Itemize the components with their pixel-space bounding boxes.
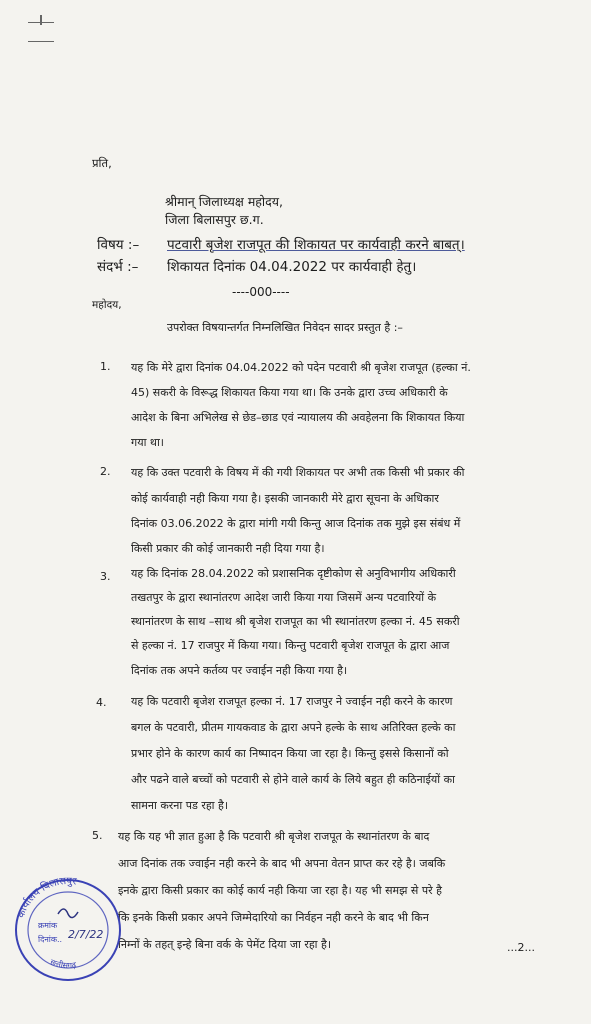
corner-mark [28,22,54,42]
paragraph-line: बगल के पटवारी, प्रीतम गायकवाड के द्वारा अपने हल्के के साथ अतिरिक्त हल्के का [131,721,456,734]
paragraph-line: यह कि पटवारी बृजेश राजपूत हल्का नं. 17 राजपुर ने ज्वाईन नही करने के कारण [131,695,453,708]
stamp-bottom-text: छत्तीसगढ़ [48,957,77,971]
paragraph-line: किसी प्रकार की कोई जानकारी नही दिया गया है। [131,542,325,555]
paragraph-line: दिनांक तक अपने कर्तव्य पर ज्वाईन नही किया गया है। [131,664,348,677]
paragraph-line: प्रभार होने के कारण कार्य का निष्पादन किया जा रहा है। किन्तु इससे किसानों को [131,747,449,760]
recipient-prefix: प्रति, [92,156,112,170]
paragraph-line: और पढने वाले बच्चों को पटवारी से होने वाले कार्य के लिये बहुत ही कठिनाईयों का [131,773,455,786]
paragraph-line: यह कि दिनांक 28.04.2022 को प्रशासनिक दृष्टीकोण से अनुविभागीय अधिकारी [131,567,456,580]
paragraph-line: कि इनके किसी प्रकार अपने जिम्मेदारियो का निर्वहन नही करने के बाद भी किन [118,911,429,924]
paragraph-line: यह कि उक्त पटवारी के विषय में की गयी शिकायत पर अभी तक किसी भी प्रकार की [131,466,465,479]
paragraph-line: तखतपुर के द्वारा स्थानांतरण आदेश जारी किया गया जिसमें अन्य पटवारियों के [131,591,437,604]
paragraph-line: 45) सकरी के विरूद्ध शिकायत किया गया था। कि उनके द्वारा उच्च अधिकारी के [131,386,448,399]
reference-text: शिकायत दिनांक 04.04.2022 पर कार्यवाही हेतु। [167,259,417,275]
paragraph-line: स्थानांतरण के साथ –साथ श्री बृजेश राजपूत का भी स्थानांतरण हल्का नं. 45 सकरी [131,615,460,628]
paragraph-line: दिनांक 03.06.2022 के द्वारा मांगी गयी किन्तु आज दिनांक तक मुझे इस संबंध में [131,517,461,530]
stamp-handwritten-date: 2/7/22 [68,928,104,941]
intro-line: उपरोक्त विषयान्तर्गत निम्नलिखित निवेदन सादर प्रस्तुत है :– [167,321,403,334]
recipient-line-1: श्रीमान् जिलाध्यक्ष महोदय, [165,194,284,209]
stamp-signature [58,909,78,918]
stamp-line-2: दिनांक.. [38,935,63,944]
paragraph-line: कोई कार्यवाही नही किया गया है। इसकी जानकारी मेरे द्वारा सूचना के अधिकार [131,492,439,505]
paragraph-line: यह कि यह भी ज्ञात हुआ है कि पटवारी श्री बृजेश राजपूत के स्थानांतरण के बाद [118,830,430,843]
office-stamp [8,868,128,988]
subject-label: विषय :– [97,237,140,253]
paragraph-number: 3. [100,570,111,583]
paragraph-number: 1. [100,360,111,373]
paragraph-line: यह कि मेरे द्वारा दिनांक 04.04.2022 को पदेन पटवारी श्री बृजेश राजपूत (हल्का नं. [131,361,471,374]
paragraph-number: 4. [96,696,107,709]
separator: ----000---- [232,285,290,299]
svg-text:छत्तीसगढ़ [49,958,78,971]
subject-text: पटवारी बृजेश राजपूत की शिकायत पर कार्यवाही करने बाबत्। [167,237,465,253]
paragraph-line: गया था। [131,436,164,449]
paragraph-line: निम्नों के तहत् इन्हे बिना वर्क के पेमेंट दिया जा रहा है। [118,938,332,951]
salutation: महोदय, [92,299,122,311]
paragraph-line: से हल्का नं. 17 राजपुर में किया गया। किन्तु पटवारी बृजेश राजपूत के द्वारा आज [131,639,450,652]
page-number: ...2... [507,941,535,954]
paragraph-number: 2. [100,465,111,478]
reference-label: संदर्भ :– [97,259,139,275]
stamp-outer-text: कार्यालय बिलासपुर [15,875,78,920]
paragraph-line: सामना करना पड रहा है। [131,799,229,812]
recipient-line-2: जिला बिलासपुर छ.ग. [165,212,264,227]
stamp-line-1: क्रमांक [38,921,58,930]
stamp-seal-icon [8,868,128,988]
paragraph-line: आदेश के बिना अभिलेख से छेड–छाड एवं न्यायालय की अवहेलना कि शिकायत किया [131,411,465,424]
paragraph-line: इनके द्वारा किसी प्रकार का कोई कार्य नही किया जा रहा है। यह भी समझ से परे है [118,884,442,897]
paragraph-line: आज दिनांक तक ज्वाईन नही करने के बाद भी अपना वेतन प्राप्त कर रहे है। जबकि [118,857,446,870]
paragraph-number: 5. [92,829,103,842]
